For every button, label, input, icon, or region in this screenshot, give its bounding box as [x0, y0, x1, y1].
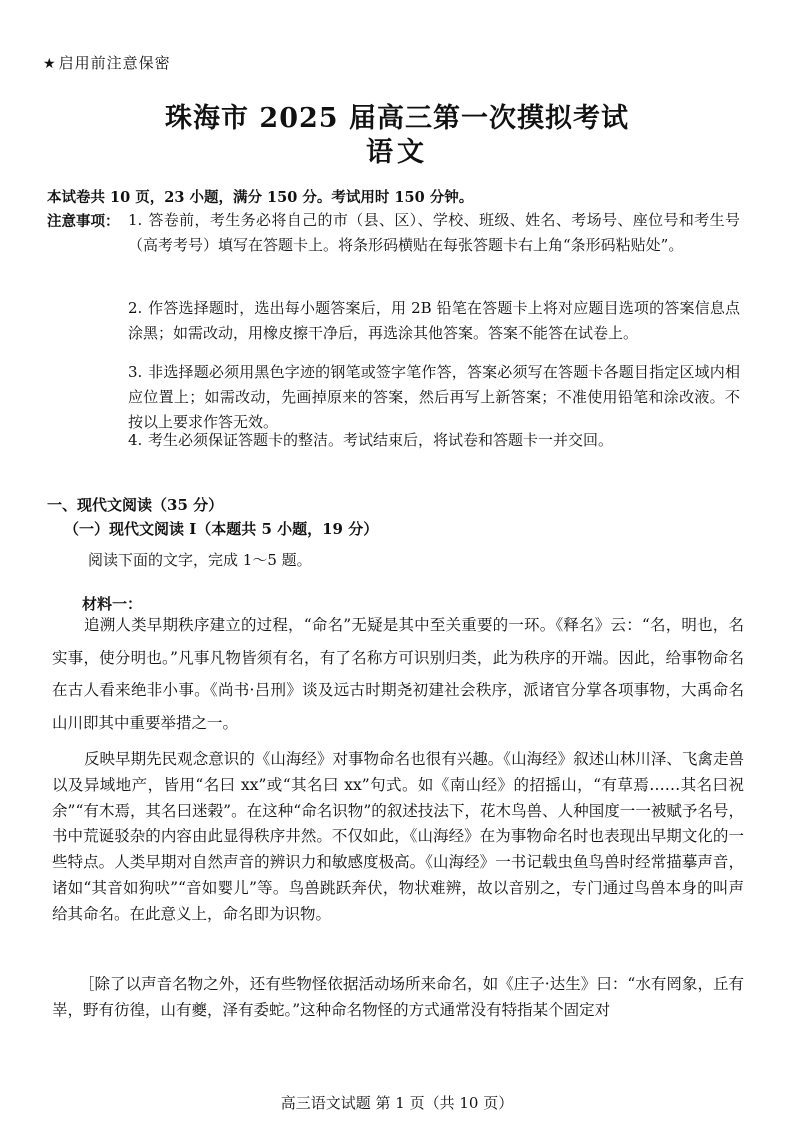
reading-instruction: 阅读下面的文字，完成 1～5 题。	[88, 551, 312, 569]
notice-item	[128, 360, 740, 435]
notice-item	[128, 208, 740, 258]
notice-item-text: 非选择题必须用黑色字迹的钢笔或签字笔作答，答案必须写在答题卡各题目指定区域内相应位置上；如需改动，先画掉原来的答案，然后再写上新答案；不准使用铅笔和涂改液。不按以上要求作答无效。	[128, 363, 740, 431]
section-title: 一、现代文阅读（35 分）	[47, 496, 224, 514]
exam-info: 本试卷共 10 页，23 小题，满分 150 分。考试用时 150 分钟。	[47, 189, 474, 206]
confidential-text: 启用前注意保密	[58, 54, 171, 72]
material-label: 材料一：	[82, 595, 143, 613]
section-subtitle: （一）现代文阅读 I（本题共 5 小题，19 分）	[64, 520, 379, 538]
passage-paragraph: ［除了以声音名物之外，还有些物怪依据活动场所来命名，如《庄子·达生》曰：“水有罔象，丘有峷，野有彷徨，山有夔，泽有委蛇。”这种命名物怪的方式通常没有特指某个固定对	[52, 975, 744, 1019]
notice-item-text: 答卷前，考生务必将自己的市（县、区）、学校、班级、姓名、考场号、座位号和考生号（高考考号）填写在答题卡上。将条形码横贴在每张答题卡右上角“条形码粘贴处”。	[128, 211, 740, 254]
passage-paragraph: 反映早期先民观念意识的《山海经》对事物命名也很有兴趣。《山海经》叙述山林川泽、飞禽走兽以及异域地产，皆用“名曰 xx”或“其名曰 xx”句式。如《南山经》的招摇山，“有草焉……其名曰祝余”“有木焉，其名曰迷榖”。在这种“命名识物”的叙述技法下，花木鸟兽、人种国度一一被赋予名号，书中荒诞驳杂的内容由此显得秩序井然。不仅如此，《山海经》在为事物命名时也表现出早期文化的一些特点。人类早期对自然声音的辨识力和敏感度极高。《山海经》一书记载虫鱼鸟兽时经常描摹声音，诸如“其音如狗吠”“音如婴儿”等。鸟兽跳跃奔伏，物状难辨，故以音别之，专门通过鸟兽本身的叫声给其命名。在此意义上，命名即为识物。	[52, 750, 744, 923]
notice-item	[128, 428, 740, 453]
notice-label: 注意事项：	[47, 213, 120, 230]
notice-item-number: 4.	[128, 431, 143, 449]
confidential-notice	[43, 52, 171, 73]
notice-item	[128, 296, 740, 346]
notice-item-text: 考生必须保证答题卡的整洁。考试结束后，将试卷和答题卡一并交回。	[148, 431, 614, 449]
star-icon: ★	[43, 56, 57, 72]
exam-subject: 语文	[366, 137, 428, 168]
notice-item-number: 2.	[128, 299, 143, 317]
passage-paragraph: 追溯人类早期秩序建立的过程，“命名”无疑是其中至关重要的一环。《释名》云：“名，明也，名实事，使分明也。”凡事凡物皆须有名，有了名称方可识别归类，此为秩序的开端。因此，给事物命名在古人看来绝非小事。《尚书·吕刑》谈及远古时期尧初建社会秩序，派诸官分掌各项事物，大禹命名山川即其中重要举措之一。	[52, 616, 744, 732]
exam-title: 珠海市 2025 届高三第一次摸拟考试	[165, 103, 629, 134]
notice-item-number: 1.	[128, 211, 143, 229]
page-footer: 高三语文试题 第 1 页（共 10 页）	[280, 1094, 514, 1112]
notice-item-number: 3.	[128, 363, 143, 381]
notice-item-text: 作答选择题时，选出每小题答案后，用 2B 铅笔在答题卡上将对应题目选项的答案信息点涂黑；如需改动，用橡皮擦干净后，再选涂其他答案。答案不能答在试卷上。	[128, 299, 740, 342]
